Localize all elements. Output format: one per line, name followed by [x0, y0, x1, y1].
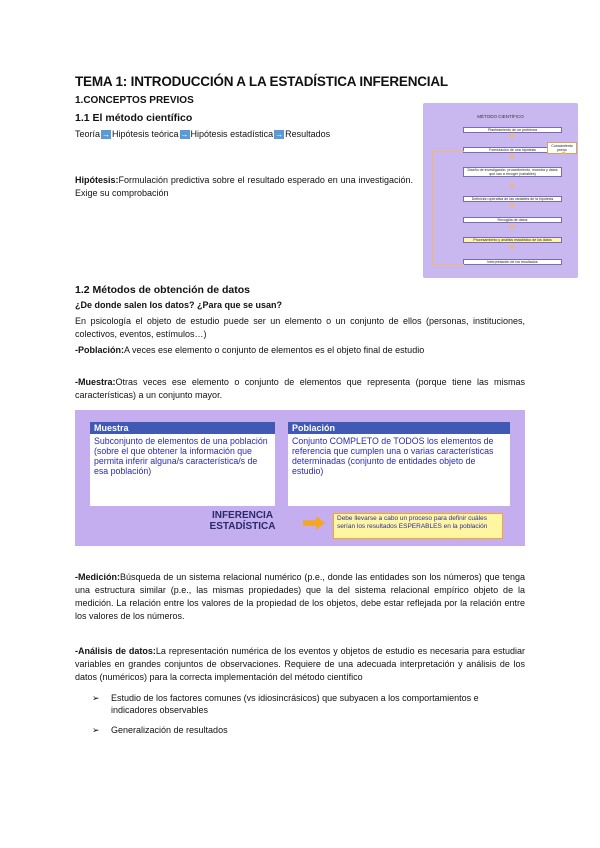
bullet-arrow-icon: ➢	[92, 725, 100, 735]
diagram-step: Formulación de una hipótesis	[463, 147, 562, 153]
arrow-icon: →	[102, 130, 111, 140]
diagram-step: Diseño de investigación: procedimiento, muestra y datos que van a recoger (variables)	[463, 167, 562, 177]
diagram-title: MÉTODO CIENTÍFICO	[477, 114, 524, 119]
flow-item: Hipótesis estadística	[190, 129, 274, 139]
diagram-step: Interpretación de los resultados	[463, 259, 562, 265]
inference-arrow	[303, 516, 325, 530]
side-note: Conocimiento previo	[547, 142, 577, 154]
diagram-step: Definición operativa de las variables de la hipótesis	[463, 196, 562, 202]
list-item: ➢ Generalización de resultados	[92, 725, 228, 735]
card-body: Conjunto COMPLETO de TODOS los elementos de referencia que cumplen una o varias características determinadas (conjunto de entidades objeto de estudio)	[292, 436, 494, 476]
inferencia-label: INFERENCIA ESTADÍSTICA	[209, 510, 276, 532]
flow-item: Resultados	[285, 129, 331, 139]
poblacion-paragraph: -Población:A veces ese elemento o conjunto de elementos es el objeto final de estudio	[75, 345, 425, 355]
scientific-method-diagram	[423, 103, 578, 278]
flow-item: Teoría	[75, 129, 101, 139]
method-flow-line	[75, 128, 330, 141]
subsection-heading: 1.2 Métodos de obtención de datos	[75, 284, 251, 296]
diagram-step: Recogida de datos	[463, 217, 562, 223]
process-note: Debe llevarse a cabo un proceso para definir cuáles serían los resultados ESPERABLES en la población	[333, 513, 503, 539]
hipotesis-paragraph: Hipótesis:Formulación predictiva sobre el resultado esperado en una investigación. Exige su comprobación	[75, 175, 413, 198]
muestra-poblacion-figure	[75, 410, 525, 546]
intro-paragraph: En psicología el objeto de estudio puede ser un elemento o un conjunto de ellos (personas, instituciones, colectivos, eventos, estímulos…)	[75, 316, 525, 339]
flow-item: Hipótesis teórica	[112, 129, 179, 139]
arrow-icon: →	[275, 130, 284, 140]
medicion-paragraph: -Medición:Búsqueda de un sistema relacional numérico (p.e., donde las entidades son los números) que tenga una estructura similar (p.e., las mismas propiedades) que la del sistema relacional empírico objeto de la medición. La relación entre los valores de la propiedad de los objetos, debe estar reflejada por la relación entre los valores de los números.	[75, 572, 525, 621]
card-heading: Muestra	[90, 422, 275, 434]
question-heading: ¿De donde salen los datos? ¿Para que se usan?	[75, 300, 283, 310]
muestra-paragraph: -Muestra:Otras veces ese elemento o conjunto de elementos que representa (porque tiene las mismas características) a un conjunto mayor.	[75, 377, 525, 400]
diagram-step: Planteamiento de un problema	[463, 127, 562, 133]
diagram-step: Procesamiento y análisis estadístico de los datos	[463, 237, 562, 243]
arrow-icon: →	[180, 130, 189, 140]
subsection-heading: 1.1 El método científico	[75, 112, 193, 124]
card-heading: Población	[288, 422, 510, 434]
section-heading: 1.CONCEPTOS PREVIOS	[75, 95, 194, 106]
poblacion-card	[288, 422, 510, 506]
bullet-arrow-icon: ➢	[92, 693, 100, 703]
list-item: ➢ Estudio de los factores comunes (vs idiosincrásicos) que subyacen a los comportamientos e indicadores observables	[92, 693, 479, 715]
analisis-paragraph: -Análisis de datos:La representación numérica de los eventos y objetos de estudio es necesaria para estudiar variables en grandes conjuntos de observaciones. Requiere de una adecuada interpretación y análisis de los datos (numéricos) para la correcta implementación del método científico	[75, 646, 525, 682]
card-body: Subconjunto de elementos de una población (sobre el que obtener la información que permita inferir alguna/s característica/s de esa población)	[94, 436, 268, 476]
muestra-card	[90, 422, 275, 506]
page-title: TEMA 1: INTRODUCCIÓN A LA ESTADÍSTICA INFERENCIAL	[75, 74, 448, 89]
